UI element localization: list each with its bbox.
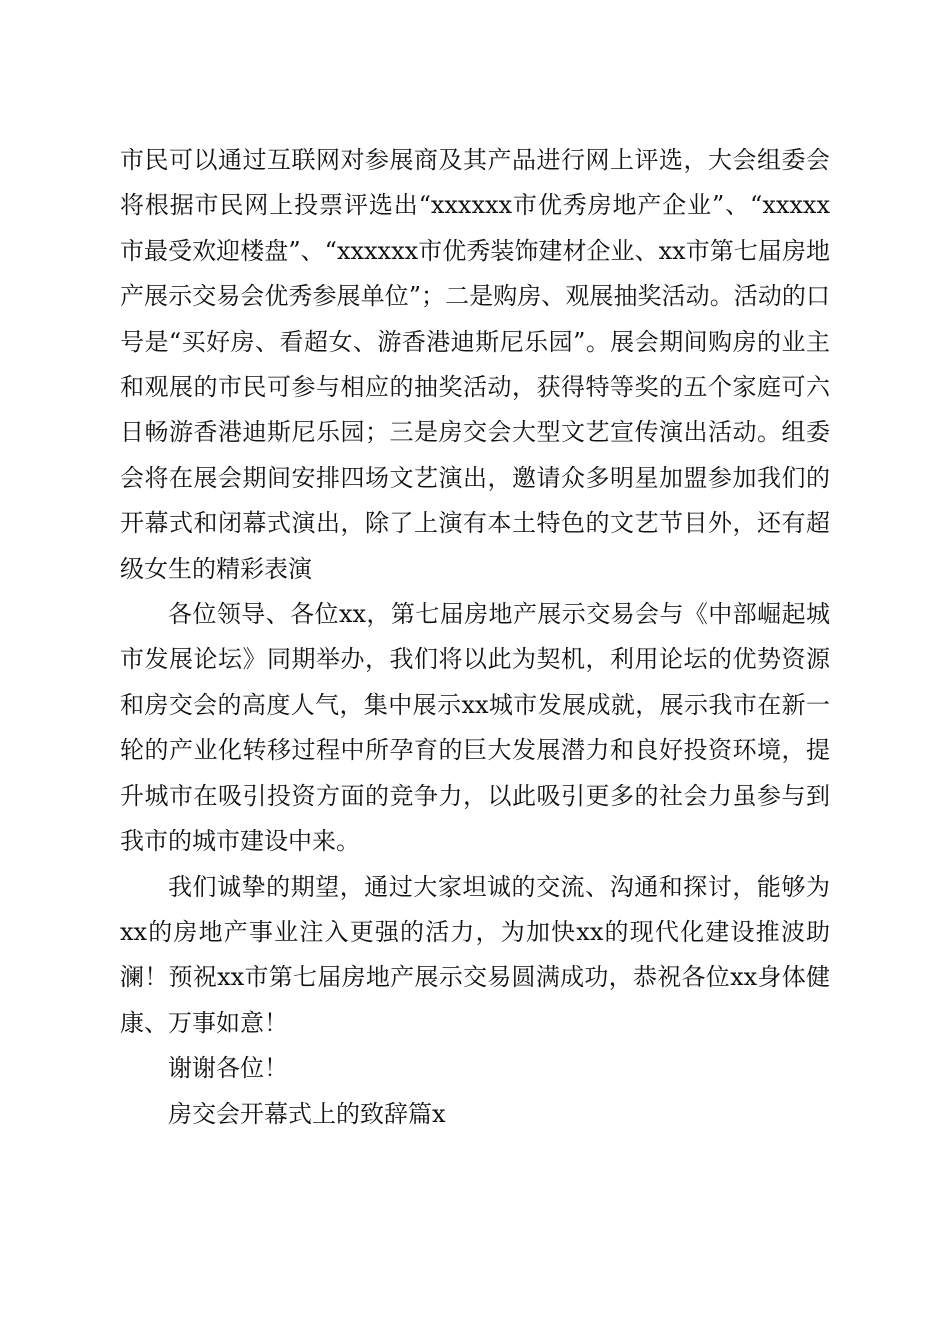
paragraph-thanks: 谢谢各位！ xyxy=(168,1054,288,1083)
paragraph-forum: 各位领导、各位xx，第七届房地产展示交易会与《中部崛起城市发展论坛》同期举办，我们将以此为契机，利用论坛的优势资源和房交会的高度人气，集中展示xx城市发展成就，展示我市在新一轮的产业化转移过程中所孕育的巨大发展潜力和良好投资环境，提升城市在吸引投资方面的竞争力，以此吸引更多的社会力虽参与到我市的城市建设中来。 xyxy=(120,600,830,856)
paragraph-activities: 市民可以通过互联网对参展商及其产品进行网上评选，大会组委会将根据市民网上投票评选出“xxxxxx市优秀房地产企业”、“xxxxx市最受欢迎楼盘”、“xxxxxx市优秀装饰建材企业、xx市第七届房地产展示交易会优秀参展单位”；二是购房、观展抽奖活动。活动的口号是“买好房、看超女、游香港迪斯尼乐园”。展会期间购房的业主和观展的市民可参与相应的抽奖活动，获得特等奖的五个家庭可六日畅游香港迪斯尼乐园；三是房交会大型文艺宣传演出活动。组委会将在展会期间安排四场文艺演出，邀请众多明星加盟参加我们的开幕式和闭幕式演出，除了上演有本土特色的文艺节目外，还有超级女生的精彩表演 xyxy=(120,146,830,583)
document-body xyxy=(120,138,830,1137)
paragraph-next-title: 房交会开幕式上的致辞篇x xyxy=(168,1099,446,1128)
paragraph-wishes: 我们诚挚的期望，通过大家坦诚的交流、沟通和探讨，能够为xx的房地产事业注入更强的活力，为加快xx的现代化建设推波助澜！预祝xx市第七届房地产展示交易圆满成功，恭祝各位xx身体健康、万事如意！ xyxy=(120,872,830,1037)
